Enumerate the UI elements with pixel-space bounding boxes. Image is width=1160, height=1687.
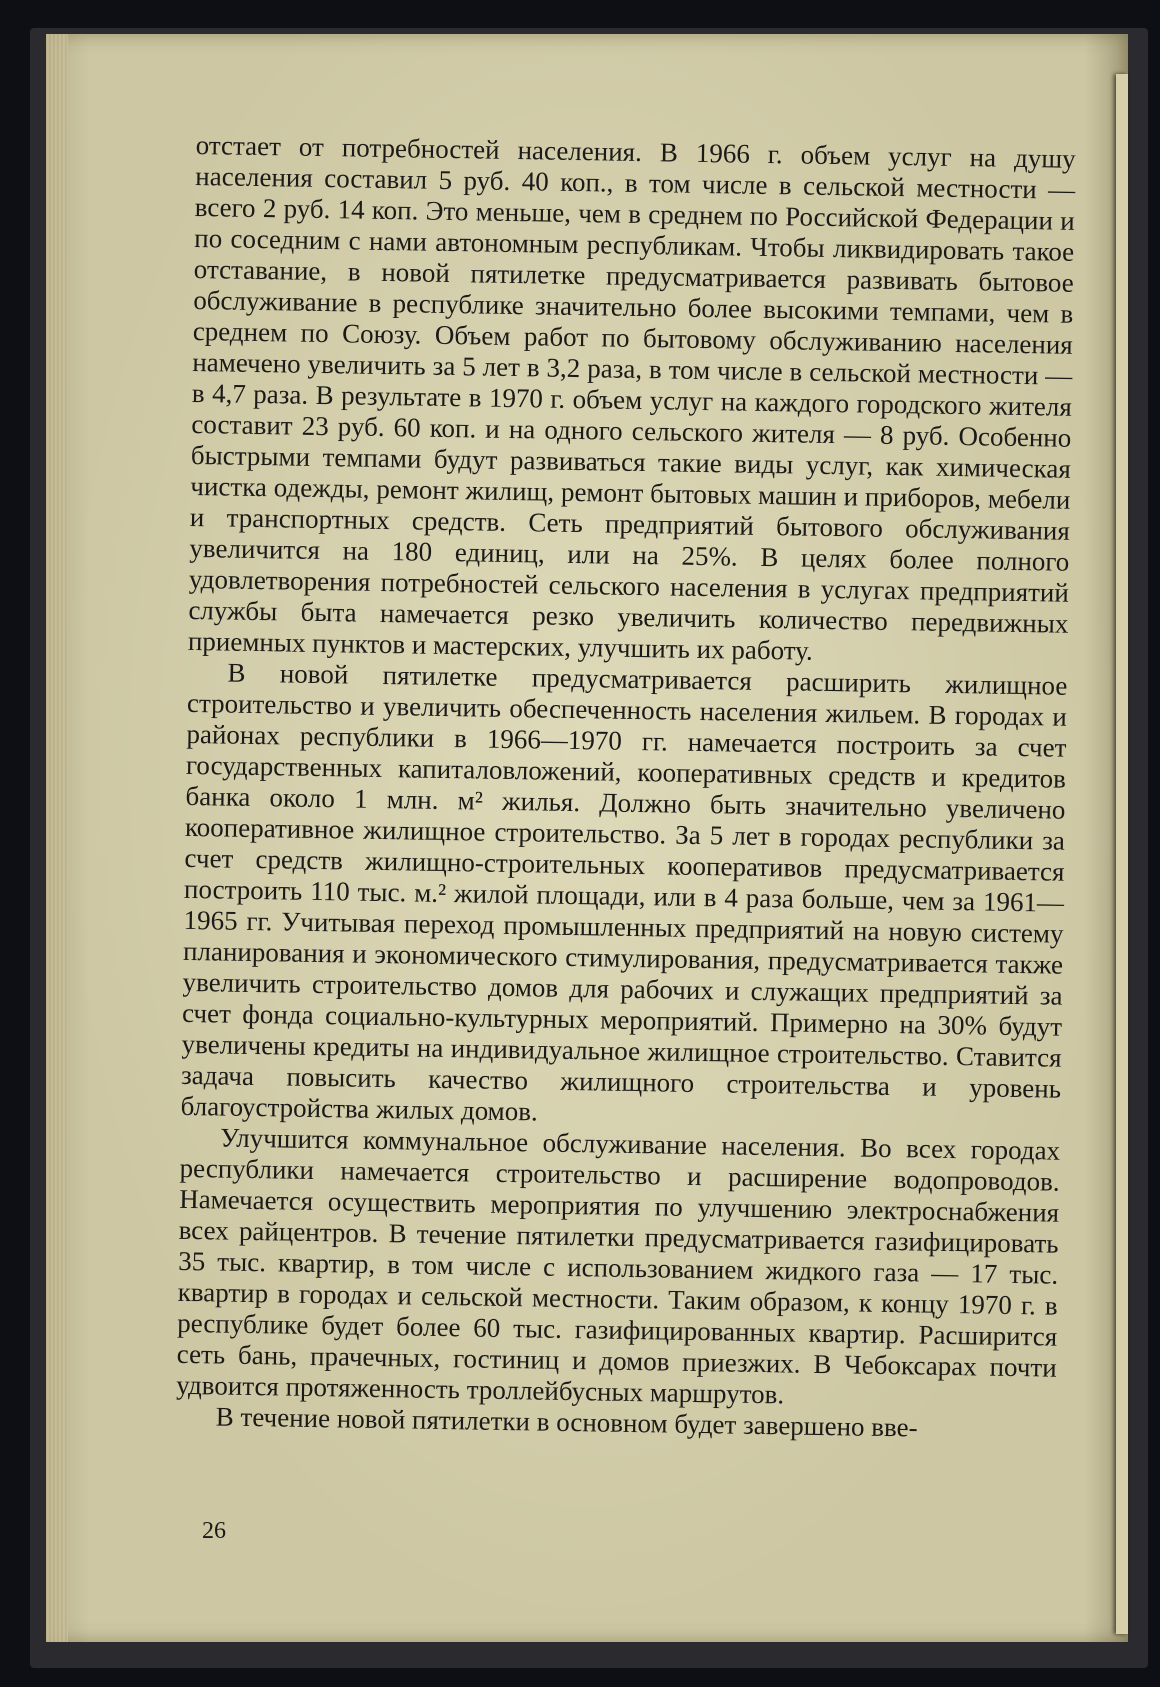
paragraph-final-line: В течение новой пятилетки в основном будет завершено вве- <box>215 1401 918 1443</box>
page-stack-edge <box>46 34 68 1642</box>
page-number: 26 <box>202 1518 226 1544</box>
book-page <box>46 34 1128 1642</box>
next-page-edge <box>1116 74 1128 1634</box>
paragraph-utilities: Улучшится коммунальное обслуживание населения. Во всех городах республики намечается строительство и расширение водопроводов. Намечается осуществить мероприятия по улучшению электроснабжения всех райцентров. В течение пятилетки предусматривается газифицировать 35 тыс. квартир, в том числе с использованием жидкого газа — 17 тыс. квартир в городах и сельской местности. Таким образом, к концу 1970 г. в республике будет более 60 тыс. газифицированных квартир. Расширится сеть бань, прачечных, гостиниц и домов приезжих. В Чебоксарах почти удвоится протяженность троллейбусных маршрутов. <box>176 1122 1061 1410</box>
paragraph-continued: отстает от потребностей населения. В 1966 г. объем услуг на душу населения составил 5 руб. 40 коп., в том числе в сельской местности — всего 2 руб. 14 коп. Это меньше, чем в среднем по Российской Федерации и по соседним с нами автономным республикам. Чтобы ликвидировать такое отставание, в новой пятилетке предусматривается развивать бытовое обслуживание в республике значительно более высокими темпами, чем в среднем по Союзу. Объем работ по бытовому обслуживанию населения намечено увеличить за 5 лет в 3,2 раза, в том числе в сельской местности — в 4,7 раза. В результате в 1970 г. объем услуг на каждого городского жителя составит 23 руб. 60 коп. и на одного сельского жителя — 8 руб. Особенно быстрыми темпами будут развиваться такие виды услуг, как химическая чистка одежды, ремонт жилищ, ремонт бытовых машин и приборов, мебели и транспортных средств. Сеть предприятий бытового обслуживания увеличится на 180 единиц, или на 25%. В целях более полного удовлетворения потребностей сельского населения в услугах предприятий службы быта намечается резко увеличить количество передвижных приемных пунктов и мастерских, улучшить их работу. <box>187 130 1076 666</box>
paragraph-housing: В новой пятилетке предусматривается расширить жилищное строительство и увеличить обеспеченность населения жильем. В городах и районах республики в 1966—1970 гг. намечается построить за счет государственных капиталовложений, кооперативных средств и кредитов банка около 1 млн. м² жилья. Должно быть значительно увеличено кооперативное жилищное строительство. За 5 лет в городах республики за счет средств жилищно-строительных кооперативов предусматривается построить 110 тыс. м.² жилой площади, или в 4 раза больше, чем за 1961—1965 гг. Учитывая переход промышленных предприятий на новую систему планирования и экономического стимулирования, предусматривается также увеличить строительство домов для рабочих и служащих предприятий за счет фонда социально-культурных мероприятий. Примерно на 30% будут увеличены кредиты на индивидуальное жилищное строительство. Ставится задача повысить качество жилищного строительства и уровень благоустройства жилых домов. <box>180 657 1068 1127</box>
body-text <box>176 130 1076 1446</box>
